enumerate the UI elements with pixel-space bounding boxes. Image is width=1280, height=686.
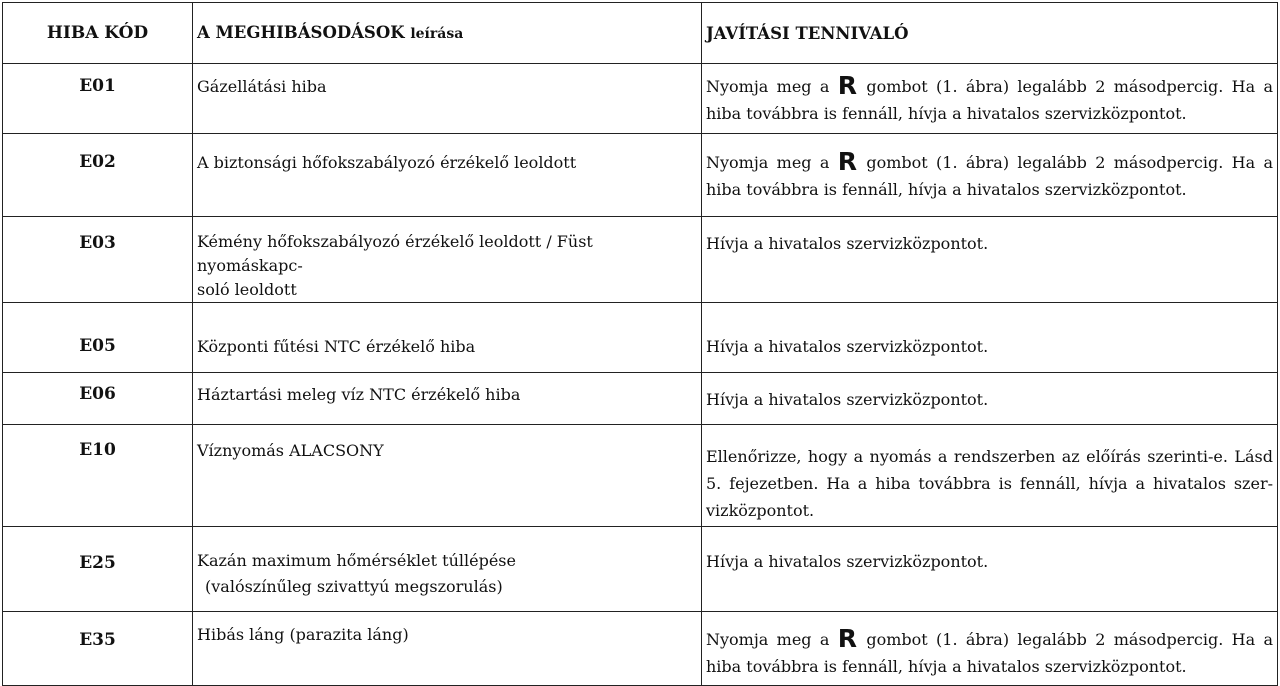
r-button-icon: R — [837, 624, 858, 653]
error-description-line2: soló leoldott — [197, 280, 297, 299]
header-code: HIBA KÓD — [3, 3, 193, 64]
error-code: E01 — [3, 64, 193, 134]
error-code: E35 — [3, 612, 193, 686]
header-description-main: A MEGHIBÁSODÁSOK — [197, 22, 405, 42]
error-action: Hívja a hivatalos szervizközpontot. — [702, 373, 1278, 425]
action-text-prefix: Nyomja meg a — [706, 630, 830, 649]
header-description-sub: leírása — [410, 25, 464, 42]
error-action — [702, 134, 1278, 217]
error-description: Víznyomás ALACSONY — [193, 425, 702, 527]
error-description — [193, 527, 702, 612]
action-text-suffix: gombot (1. ábra) legalább 2 másodpercig. Ha a hiba továbbra is fennáll, hívja a hivatalos szervizközpontot. — [706, 630, 1273, 676]
error-description: A biztonsági hőfokszabályozó érzékelő leoldott — [193, 134, 702, 217]
table-row — [3, 373, 1278, 425]
error-description-line1: Kémény hőfokszabályozó érzékelő leoldott / Füst nyomáskapc- — [197, 232, 593, 275]
action-text-suffix: gombot (1. ábra) legalább 2 másodpercig. Ha a hiba továbbra is fennáll, hívja a hivatalos szervizközpontot. — [706, 77, 1273, 123]
error-action: Ellenőrizze, hogy a nyomás a rendszerben az előírás szerinti-e. Lásd 5. fejezetben. Ha a hiba továbbra is fennáll, hívja a hivatalos szer-vizközpontot. — [702, 425, 1278, 527]
error-description-line2: (valószínűleg szivattyú megszorulás) — [205, 577, 503, 596]
header-description — [193, 3, 702, 64]
table-row — [3, 303, 1278, 373]
error-description: Hibás láng (parazita láng) — [193, 612, 702, 686]
table-row — [3, 217, 1278, 303]
table-row — [3, 612, 1278, 686]
table-row — [3, 64, 1278, 134]
error-code: E10 — [3, 425, 193, 527]
error-description: Háztartási meleg víz NTC érzékelő hiba — [193, 373, 702, 425]
action-text-suffix: gombot (1. ábra) legalább 2 másodpercig. Ha a hiba továbbra is fennáll, hívja a hivatalos szervizközpontot. — [706, 153, 1273, 199]
error-action: Hívja a hivatalos szervizközpontot. — [702, 217, 1278, 303]
error-code-table — [2, 2, 1278, 686]
error-description: Központi fűtési NTC érzékelő hiba — [193, 303, 702, 373]
error-action: Hívja a hivatalos szervizközpontot. — [702, 527, 1278, 612]
r-button-icon: R — [837, 71, 858, 100]
error-action — [702, 612, 1278, 686]
r-button-icon: R — [837, 147, 858, 176]
error-code: E02 — [3, 134, 193, 217]
error-description: Gázellátási hiba — [193, 64, 702, 134]
action-text-prefix: Nyomja meg a — [706, 77, 830, 96]
error-code: E25 — [3, 527, 193, 612]
error-description — [193, 217, 702, 303]
error-action — [702, 64, 1278, 134]
header-action: JAVÍTÁSI TENNIVALÓ — [702, 3, 1278, 64]
error-code: E06 — [3, 373, 193, 425]
table-row — [3, 527, 1278, 612]
table-row — [3, 134, 1278, 217]
error-description-line1: Kazán maximum hőmérséklet túllépése — [197, 551, 516, 570]
header-row — [3, 3, 1278, 64]
error-code: E05 — [3, 303, 193, 373]
error-action: Hívja a hivatalos szervizközpontot. — [702, 303, 1278, 373]
action-text-prefix: Nyomja meg a — [706, 153, 830, 172]
error-code: E03 — [3, 217, 193, 303]
table-row — [3, 425, 1278, 527]
